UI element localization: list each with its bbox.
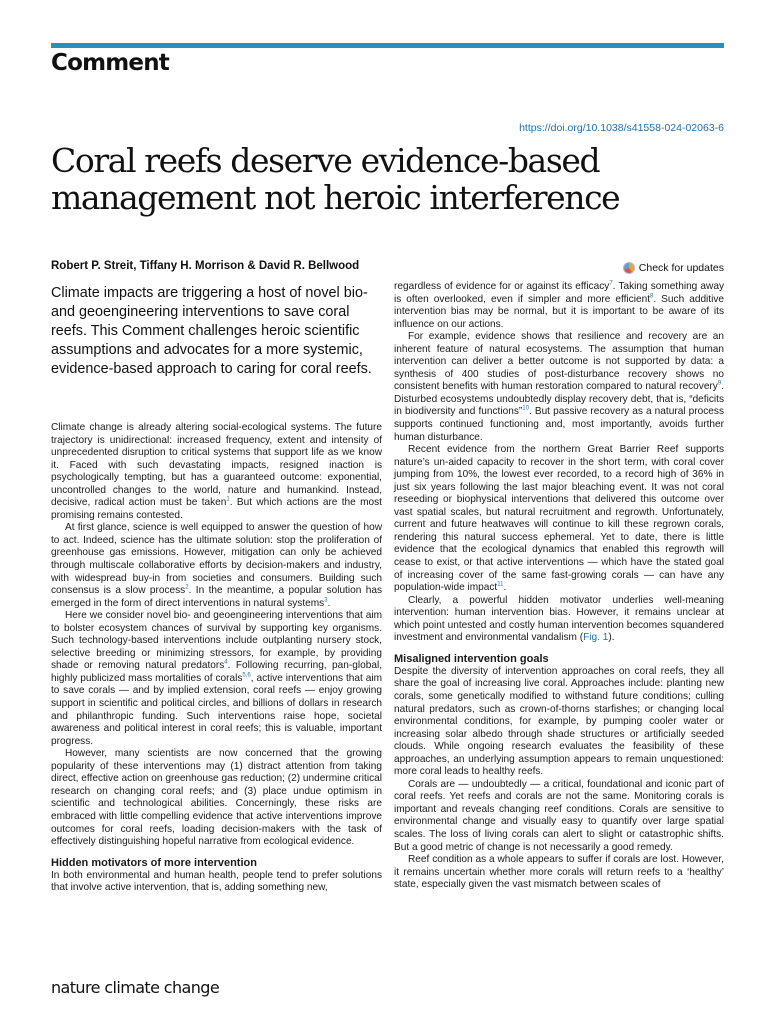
paragraph: regardless of evidence for or against its efficacy$^7$. Taking something away is often overlooked, even if simpler and more efficient$^8$. Such additive intervention bias may be normal, but it is important to be aware of its influence on our actions. — [394, 280, 725, 330]
paragraph: For example, evidence shows that resilience and recovery are an inherent feature of natural ecosystems. The assumption that human intervention can deliver a better outcome is not supported by data: a synthesis of 400 studies of post-disturbance recovery shows no consistent benefits with human restoration compared to natural recovery$^9$. Disturbed ecosystems undoubtedly display recovery debt, that is, “deficits in biodiversity and functions”$^{10}$. But passive recovery as a natural process supports continued functioning and, most importantly, avoids further human disturbance. — [394, 331, 724, 443]
figure-link[interactable]: Fig. 1 — [583, 632, 609, 644]
left-column — [51, 422, 382, 895]
reference-link[interactable]: 3 — [324, 597, 328, 604]
paragraph: Climate change is already altering social-ecological systems. The future trajectory is unidirectional: increased frequency, extent and intensity of unprecedented disruption to critical systems that support life as we know it. Faced with such devastating impacts, resigned inaction is psychologically tempting, but has a guaranteed outcome: exponential, uncontrolled changes to the world, nature and humankind. Instead, decisive, radical action must be taken$^1$. But which actions are the most promising remains contested. — [51, 422, 382, 521]
reference-link[interactable]: 10 — [522, 406, 529, 413]
paragraph: Clearly, a powerful hidden motivator underlies well-meaning intervention: human intervention bias. However, it remains unclear at which point untested and costly human intervention becomes squandered investment and environmental vandalism (Fig. 1). — [394, 594, 724, 644]
paragraph: Here we consider novel bio- and geoengineering interventions that aim to bolster ecosystem chances of survival by supporting key organisms. Such technology-based interventions include outplanting nursery stock, selective breeding or minimizing stressors, for example, by providing shade or removing natural predators$^4$. Following recurring, pan-global, highly publicized mass mortalities of corals$^{5,6}$, active interventions that aim to save corals — and by implied extension, coral reefs — enjoy growing support in scientific and political circles, and billions of dollars in research and philanthropic funding. Such interventions raise hope, societal awareness and political interest in coral reefs; this is valuable, important progress. — [51, 610, 383, 747]
doi-link[interactable]: https://doi.org/10.1038/s41558-024-02063-6 — [519, 122, 724, 134]
check-updates-label: Check for updates — [638, 262, 724, 274]
subheading: Misaligned intervention goals — [394, 652, 549, 665]
paragraph: Despite the diversity of intervention approaches on coral reefs, they all share the goal of increasing live coral. Approaches include: planting new corals, some genetically modified to withstand future conditions; culling natural predators, such as crown-of-thorns starfishes; or changing local environmental conditions, for example, by pumping cooler water or increasing solar albedo through shade structures or artificially seeded clouds. While ongoing research evaluates the feasibility of these approaches, an underlying assumption appears to remain unquestioned: more coral leads to healthy reefs. — [394, 665, 724, 778]
paragraph: In both environmental and human health, people tend to prefer solutions that involve active intervention, that is, adding something new, — [51, 869, 382, 894]
check-updates-icon — [623, 262, 635, 274]
reference-link[interactable]: 7 — [609, 280, 613, 287]
paragraph: At first glance, science is well equipped to answer the question of how to act. Indeed, science has the ultimate solution: stop the proliferation of greenhouse gas emissions. However, mitigation can only be achieved through multiscale collaborative efforts by decision-makers and industry, with widespread buy-in from societies and consumers. Building such consensus is a slow process$^2$. In the meantime, a popular solution has emerged in the form of direct interventions in natural systems$^3$. — [51, 522, 382, 609]
reference-link[interactable]: 8 — [650, 293, 654, 300]
right-column — [394, 281, 724, 892]
header-accent-bar — [51, 43, 724, 48]
check-updates-button[interactable] — [623, 262, 724, 274]
reference-link[interactable]: 11 — [497, 581, 504, 588]
reference-link[interactable]: 9 — [717, 381, 722, 388]
paragraph: However, many scientists are now concerned that the growing popularity of these interventions may (1) distract attention from taking direct, effective action on greenhouse gas reduction; (2) undermine critical research on changing coral reefs; and (3) place undue optimism in scientific and technological abilities. Concerningly, these risks are embraced with little compelling evidence that active interventions improve outcomes for coral reefs, loading decision-makers with the task of effectively distinguishing hopeful narrative from ecological evidence. — [51, 748, 382, 848]
reference-link[interactable]: 1 — [226, 496, 230, 503]
reference-link[interactable]: 4 — [224, 660, 228, 667]
reference-link[interactable]: 2 — [185, 584, 189, 591]
author-list: Robert P. Streit, Tiffany H. Morrison & David R. Bellwood — [51, 260, 360, 272]
reference-link[interactable]: 5,6 — [242, 672, 251, 679]
standfirst: Climate impacts are triggering a host of novel bio- and geoengineering interventions to save coral reefs. This Comment challenges heroic scientific assumptions and advocates for a more systemic, evidence-based approach to caring for coral reefs. — [51, 285, 372, 377]
paragraph: Reef condition as a whole appears to suffer if corals are lost. However, it remains uncertain whether more corals will return reefs to a ‘healthy’ state, especially given the vast mismatch between scales of — [394, 854, 724, 891]
paragraph: Recent evidence from the northern Great Barrier Reef supports nature’s un-aided capacity to recover in the short term, with coral cover jumping from 10%, the lowest ever recorded, to a record high of 36% in just six years following the last major bleaching event. It was not coral reseeding or biophysical interventions that delivered this outcome over vast spatial scales, but natural recruitment and regrowth. Unfortunately, current and future heatwaves will continue to kill these regrown corals, rendering this natural success ephemeral. Yet to date, there is little evidence that the ecological dynamics that enabled this regrowth will cease to exist, or that active interventions — which have the stated goal of increasing cover of the same fast-growing corals — can have any population-wide impact$^{11}$. — [394, 444, 724, 594]
paragraph: Corals are — undoubtedly — a critical, foundational and iconic part of coral reefs. Yet reefs and corals are not the same. Monitoring corals is important and reveals changing reef conditions. Corals are sensitive to environmental change and visually easy to quantify over large spatial scales. The loss of living corals can alert to slight or catastrophic shifts. But a good metric of change is not necessarily a good remedy. — [394, 778, 724, 853]
section-label: Comment — [51, 50, 169, 76]
article-title: Coral reefs deserve evidence-based management not heroic interference — [51, 141, 620, 217]
subheading: Hidden motivators of more intervention — [51, 856, 257, 869]
journal-name: nature climate change — [51, 978, 220, 997]
